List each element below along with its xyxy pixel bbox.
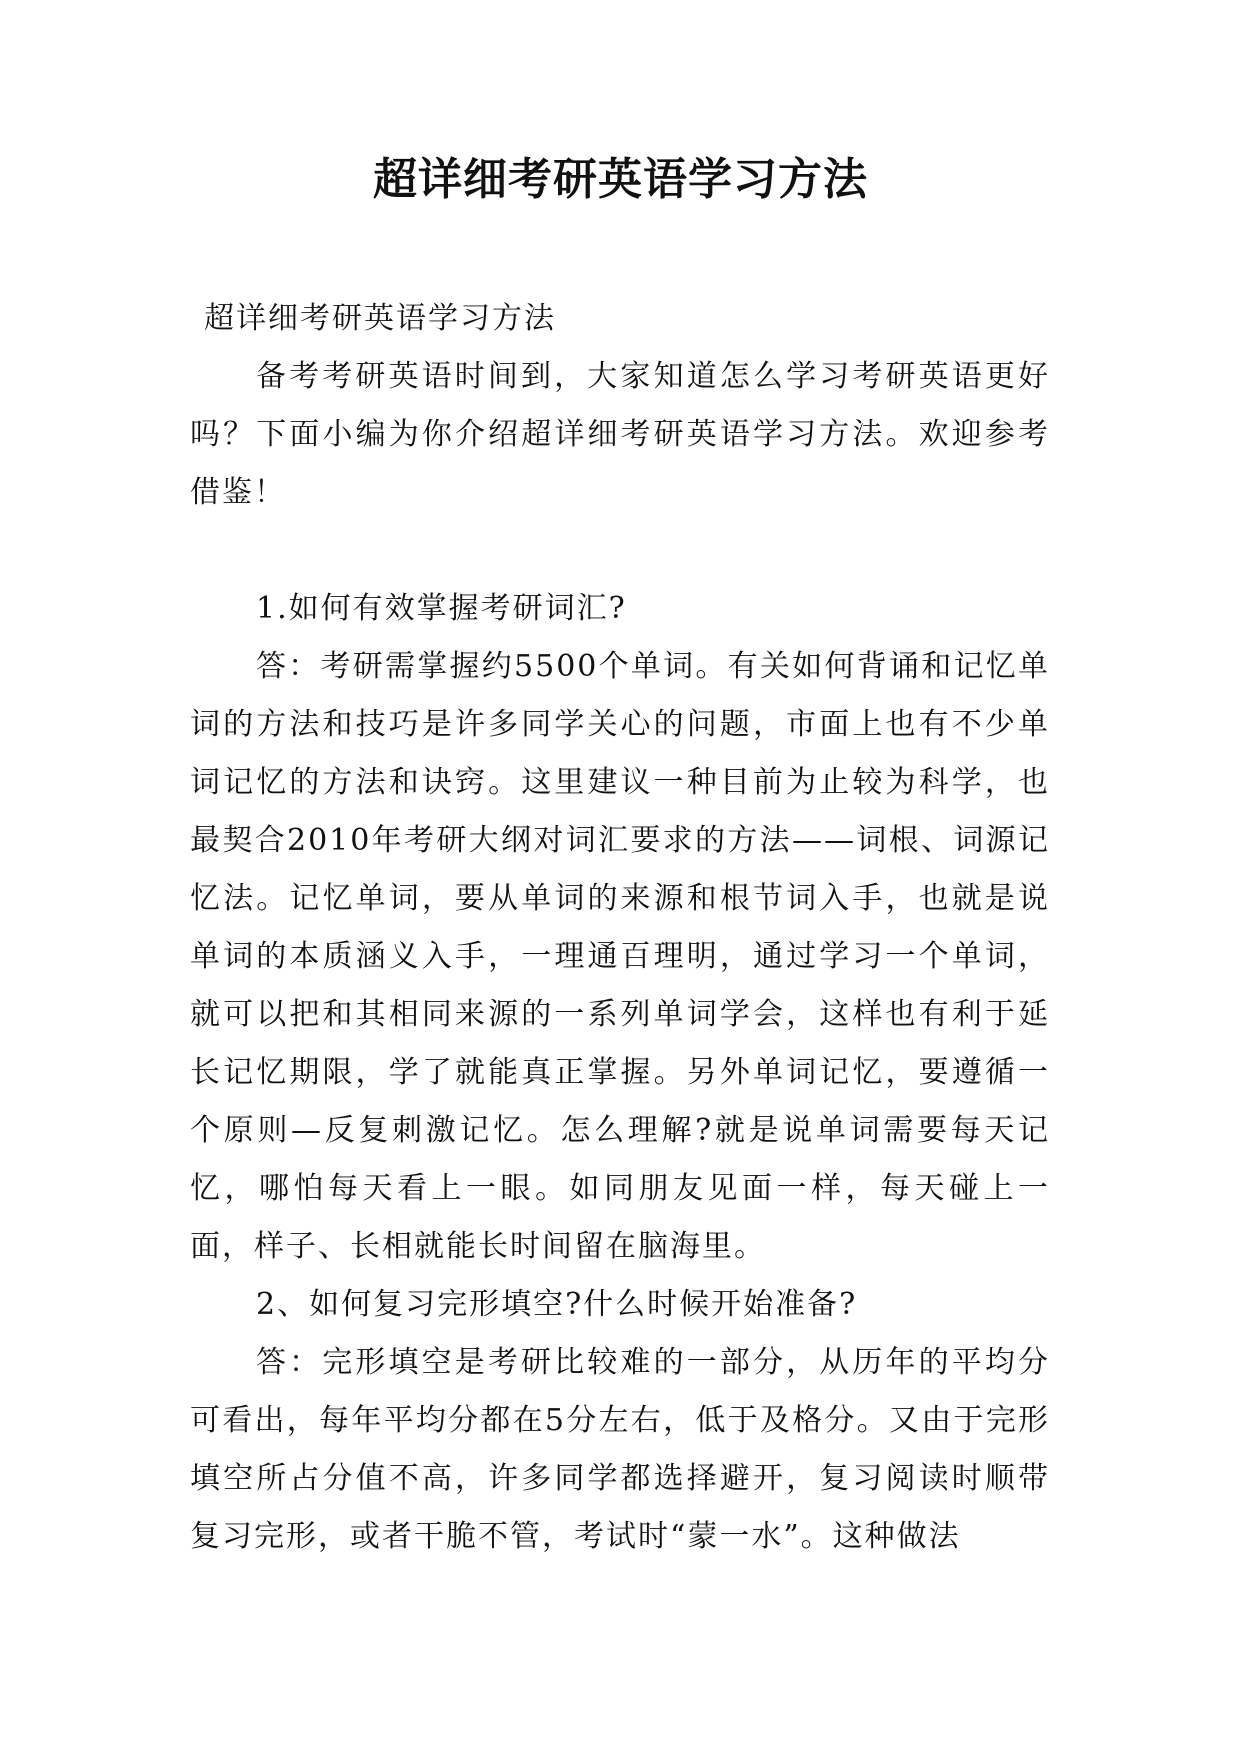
- document-body: [190, 290, 1050, 1566]
- question-2-heading: 2、如何复习完形填空?什么时候开始准备?: [256, 1287, 858, 1322]
- question-1-heading: 1.如何有效掌握考研词汇?: [256, 591, 627, 626]
- document-title: 超详细考研英语学习方法: [373, 154, 868, 205]
- answer-2-paragraph: 答：完形填空是考研比较难的一部分，从历年的平均分可看出，每年平均分都在5分左右，低于及格分。又由于完形填空所占分值不高，许多同学都选择避开，复习阅读时顺带复习完形，或者干脆不管，考试时“蒙一水”。这种做法: [190, 1345, 1050, 1554]
- intro-paragraph: 备考考研英语时间到，大家知道怎么学习考研英语更好吗？下面小编为你介绍超详细考研英语学习方法。欢迎参考借鉴！: [190, 359, 1050, 510]
- document-subtitle: 超详细考研英语学习方法: [204, 301, 556, 336]
- paragraph-spacer: [190, 522, 1050, 580]
- answer-1-paragraph: 答：考研需掌握约5500个单词。有关如何背诵和记忆单词的方法和技巧是许多同学关心的问题，市面上也有不少单词记忆的方法和诀窍。这里建议一种目前为止较为科学，也最契合2010年考研大纲对词汇要求的方法——词根、词源记忆法。记忆单词，要从单词的来源和根节词入手，也就是说单词的本质涵义入手，一理通百理明，通过学习一个单词，就可以把和其相同来源的一系列单词学会，这样也有利于延长记忆期限，学了就能真正掌握。另外单词记忆，要遵循一个原则—反复刺激记忆。怎么理解?就是说单词需要每天记忆，哪怕每天看上一眼。如同朋友见面一样，每天碰上一面，样子、长相就能长时间留在脑海里。: [190, 649, 1050, 1264]
